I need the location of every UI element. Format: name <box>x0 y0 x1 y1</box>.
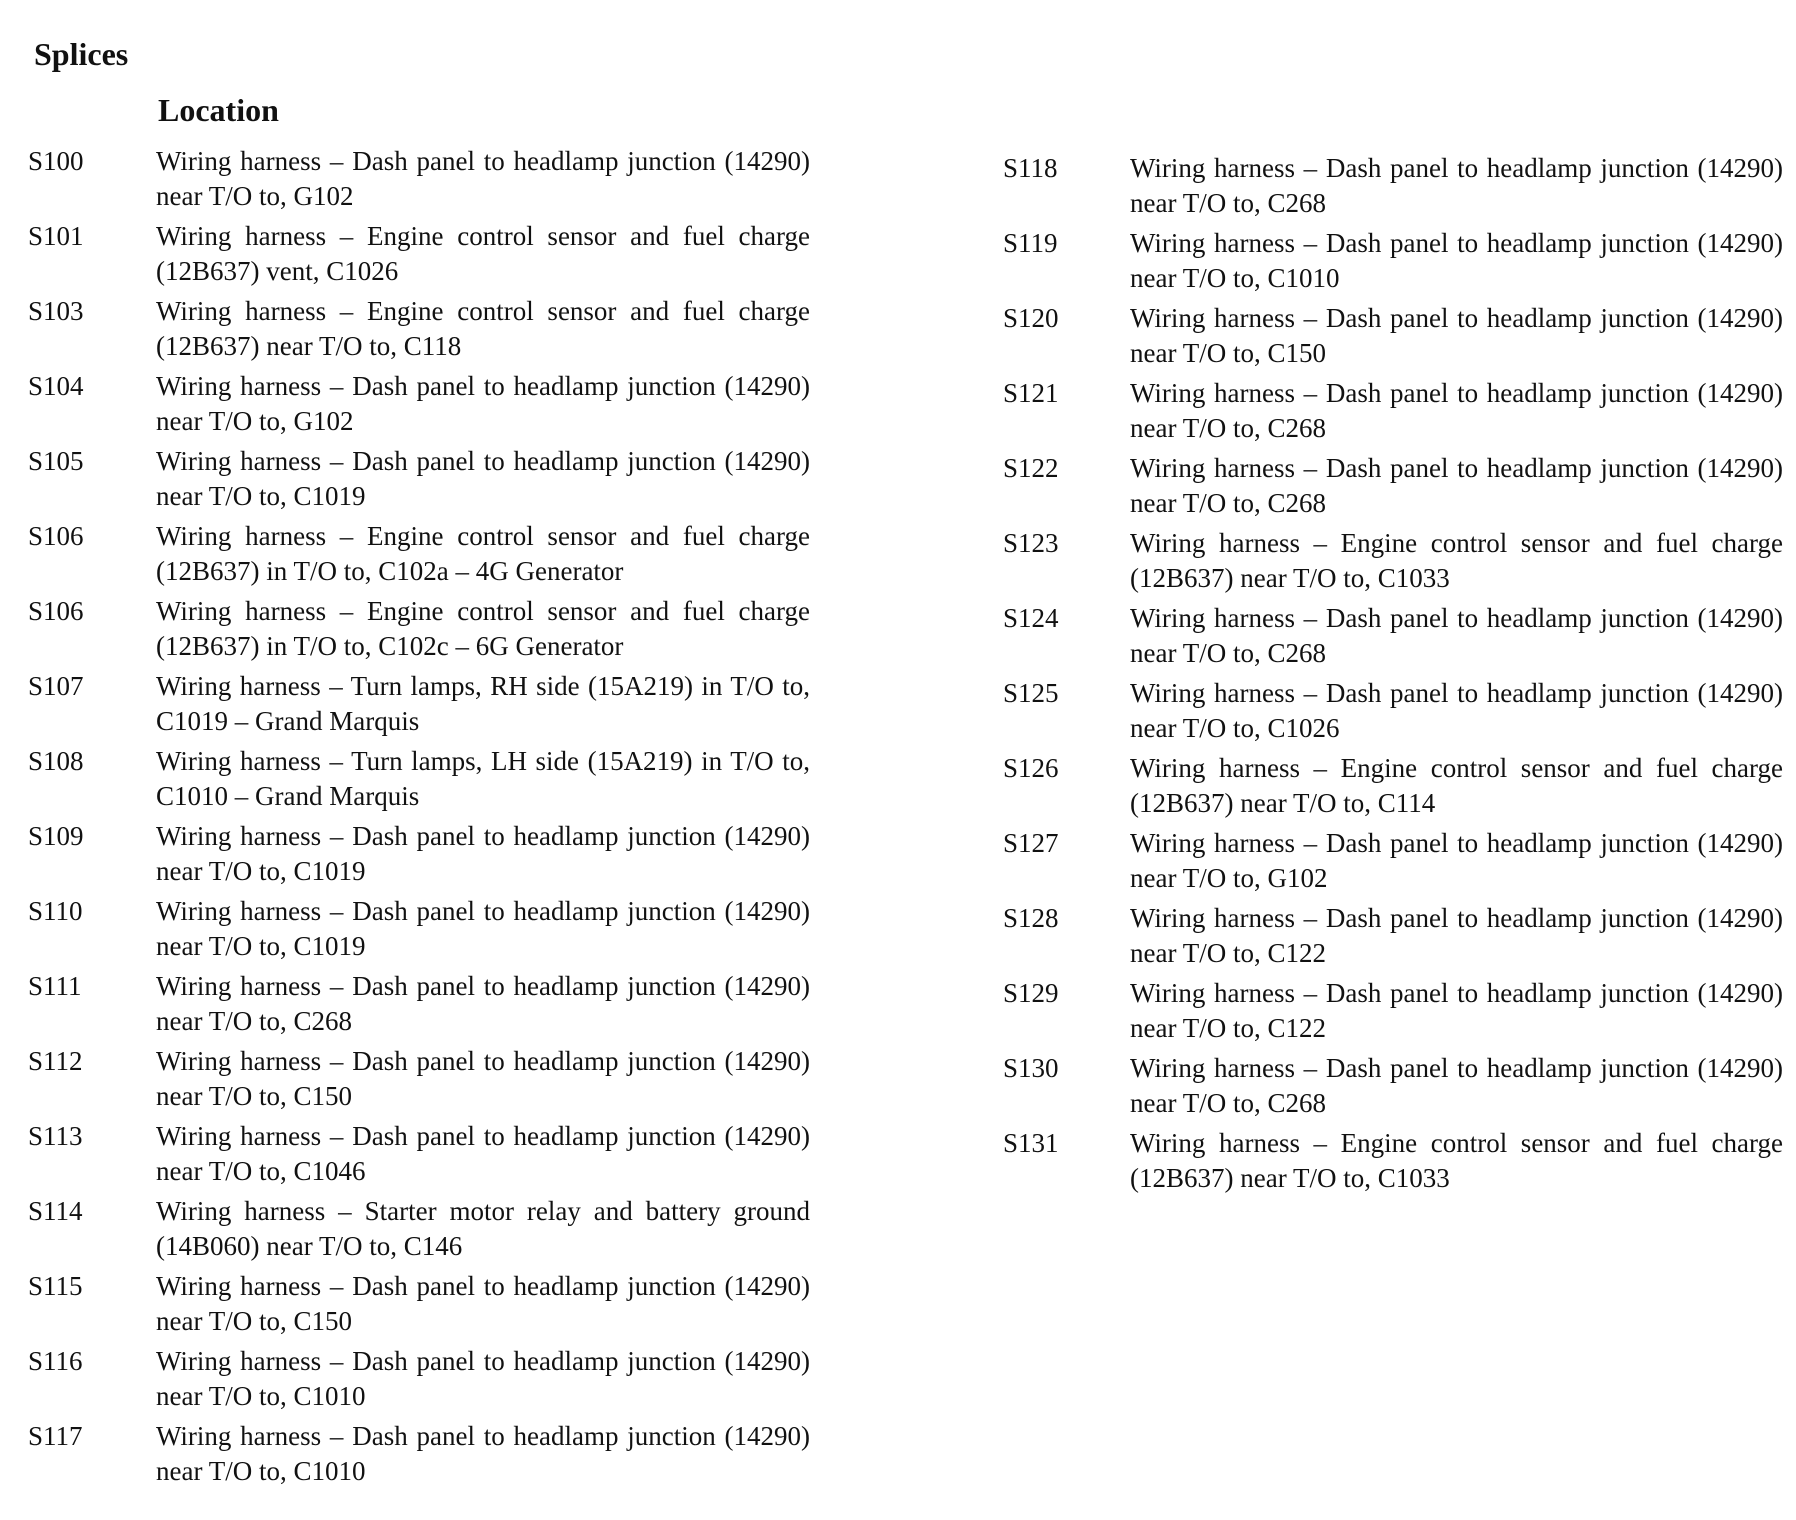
splice-location: Wiring harness – Turn lamps, RH side (15A219) in T/O to, C1019 – Grand Marquis <box>156 671 810 736</box>
splice-entry <box>28 1044 810 1119</box>
splice-location: Wiring harness – Dash panel to headlamp junction (14290) near T/O to, G102 <box>1130 828 1783 893</box>
splice-id: S116 <box>28 1346 83 1376</box>
splice-entry <box>1003 1126 1783 1201</box>
splice-id: S106 <box>28 521 84 551</box>
splice-entry <box>28 819 810 894</box>
splice-id: S101 <box>28 221 84 251</box>
splice-location: Wiring harness – Engine control sensor and fuel charge (12B637) near T/O to, C118 <box>156 296 810 361</box>
splice-id: S117 <box>28 1421 83 1451</box>
splice-location: Wiring harness – Dash panel to headlamp junction (14290) near T/O to, C1010 <box>156 1346 810 1411</box>
splice-id: S125 <box>1003 678 1059 708</box>
splice-entry <box>28 219 810 294</box>
splice-entry <box>1003 451 1783 526</box>
location-column-header: Location <box>158 92 279 128</box>
splice-list-left <box>28 144 810 1494</box>
splice-location: Wiring harness – Engine control sensor and fuel charge (12B637) near T/O to, C1033 <box>1130 528 1783 593</box>
splice-location: Wiring harness – Engine control sensor and fuel charge (12B637) near T/O to, C1033 <box>1130 1128 1783 1193</box>
splice-id: S100 <box>28 146 84 176</box>
splice-location: Wiring harness – Engine control sensor and fuel charge (12B637) in T/O to, C102c – 6G Generator <box>156 596 810 661</box>
splice-id: S122 <box>1003 453 1059 483</box>
splice-id: S105 <box>28 446 84 476</box>
splice-id: S108 <box>28 746 84 776</box>
splice-location: Wiring harness – Dash panel to headlamp junction (14290) near T/O to, C268 <box>1130 603 1783 668</box>
splice-entry <box>28 594 810 669</box>
splice-entry <box>1003 226 1783 301</box>
splice-location: Wiring harness – Dash panel to headlamp junction (14290) near T/O to, C1010 <box>156 1421 810 1486</box>
splice-entry <box>1003 826 1783 901</box>
splice-id: S123 <box>1003 528 1059 558</box>
splice-id: S112 <box>28 1046 83 1076</box>
splice-id: S124 <box>1003 603 1059 633</box>
splice-entry <box>28 1344 810 1419</box>
splice-id: S109 <box>28 821 84 851</box>
splice-id: S106 <box>28 596 84 626</box>
splice-location: Wiring harness – Dash panel to headlamp junction (14290) near T/O to, C1046 <box>156 1121 810 1186</box>
splice-entry <box>1003 376 1783 451</box>
splice-entry <box>1003 901 1783 976</box>
page-title: Splices <box>34 36 129 72</box>
splice-location: Wiring harness – Dash panel to headlamp junction (14290) near T/O to, C268 <box>1130 153 1783 218</box>
splice-id: S128 <box>1003 903 1059 933</box>
splice-entry <box>1003 676 1783 751</box>
splice-entry <box>28 369 810 444</box>
splice-location: Wiring harness – Dash panel to headlamp junction (14290) near T/O to, G102 <box>156 371 810 436</box>
splice-id: S110 <box>28 896 83 926</box>
splice-location: Wiring harness – Turn lamps, LH side (15A219) in T/O to, C1010 – Grand Marquis <box>156 746 810 811</box>
splice-id: S131 <box>1003 1128 1059 1158</box>
splice-entry <box>1003 151 1783 226</box>
splice-id: S118 <box>1003 153 1058 183</box>
splice-location: Wiring harness – Dash panel to headlamp junction (14290) near T/O to, C150 <box>156 1046 810 1111</box>
splice-location: Wiring harness – Dash panel to headlamp junction (14290) near T/O to, C1026 <box>1130 678 1783 743</box>
splice-location: Wiring harness – Dash panel to headlamp junction (14290) near T/O to, C268 <box>1130 453 1783 518</box>
splice-id: S113 <box>28 1121 83 1151</box>
splice-id: S130 <box>1003 1053 1059 1083</box>
splice-id: S127 <box>1003 828 1059 858</box>
splice-id: S120 <box>1003 303 1059 333</box>
splice-location: Wiring harness – Dash panel to headlamp junction (14290) near T/O to, C1019 <box>156 821 810 886</box>
splice-id: S104 <box>28 371 84 401</box>
splice-entry <box>28 669 810 744</box>
splice-location: Wiring harness – Engine control sensor and fuel charge (12B637) vent, C1026 <box>156 221 810 286</box>
splice-entry <box>28 519 810 594</box>
splice-id: S115 <box>28 1271 83 1301</box>
splice-entry <box>1003 976 1783 1051</box>
splice-entry <box>1003 301 1783 376</box>
splice-location: Wiring harness – Dash panel to headlamp junction (14290) near T/O to, C1019 <box>156 896 810 961</box>
splice-location: Wiring harness – Engine control sensor and fuel charge (12B637) near T/O to, C114 <box>1130 753 1783 818</box>
splice-id: S129 <box>1003 978 1059 1008</box>
splice-entry <box>28 1194 810 1269</box>
splice-id: S111 <box>28 971 82 1001</box>
splice-location: Wiring harness – Dash panel to headlamp junction (14290) near T/O to, C268 <box>1130 1053 1783 1118</box>
splice-location: Wiring harness – Dash panel to headlamp junction (14290) near T/O to, C122 <box>1130 978 1783 1043</box>
splice-id: S107 <box>28 671 84 701</box>
splice-location: Wiring harness – Dash panel to headlamp junction (14290) near T/O to, C1019 <box>156 446 810 511</box>
splice-location: Wiring harness – Dash panel to headlamp junction (14290) near T/O to, C150 <box>1130 303 1783 368</box>
splice-location: Wiring harness – Dash panel to headlamp junction (14290) near T/O to, C1010 <box>1130 228 1783 293</box>
splice-location: Wiring harness – Engine control sensor and fuel charge (12B637) in T/O to, C102a – 4G Generator <box>156 521 810 586</box>
splice-entry <box>1003 526 1783 601</box>
splice-entry <box>28 1419 810 1494</box>
splice-location: Wiring harness – Starter motor relay and battery ground (14B060) near T/O to, C146 <box>156 1196 810 1261</box>
splice-id: S103 <box>28 296 84 326</box>
splice-location: Wiring harness – Dash panel to headlamp junction (14290) near T/O to, C122 <box>1130 903 1783 968</box>
splice-entry <box>28 1269 810 1344</box>
splice-entry <box>1003 601 1783 676</box>
splice-entry <box>28 894 810 969</box>
splice-entry <box>1003 1051 1783 1126</box>
splice-id: S114 <box>28 1196 83 1226</box>
splice-id: S119 <box>1003 228 1058 258</box>
splice-entry <box>28 744 810 819</box>
splice-location: Wiring harness – Dash panel to headlamp junction (14290) near T/O to, C150 <box>156 1271 810 1336</box>
splice-entry <box>28 969 810 1044</box>
splice-list-right <box>1003 151 1783 1201</box>
splice-entry <box>28 144 810 219</box>
splice-entry <box>28 1119 810 1194</box>
splice-entry <box>1003 751 1783 826</box>
splice-id: S121 <box>1003 378 1059 408</box>
splice-entry <box>28 294 810 369</box>
splice-location: Wiring harness – Dash panel to headlamp junction (14290) near T/O to, C268 <box>156 971 810 1036</box>
splice-location: Wiring harness – Dash panel to headlamp junction (14290) near T/O to, C268 <box>1130 378 1783 443</box>
splice-location: Wiring harness – Dash panel to headlamp junction (14290) near T/O to, G102 <box>156 146 810 211</box>
splice-id: S126 <box>1003 753 1059 783</box>
splice-entry <box>28 444 810 519</box>
